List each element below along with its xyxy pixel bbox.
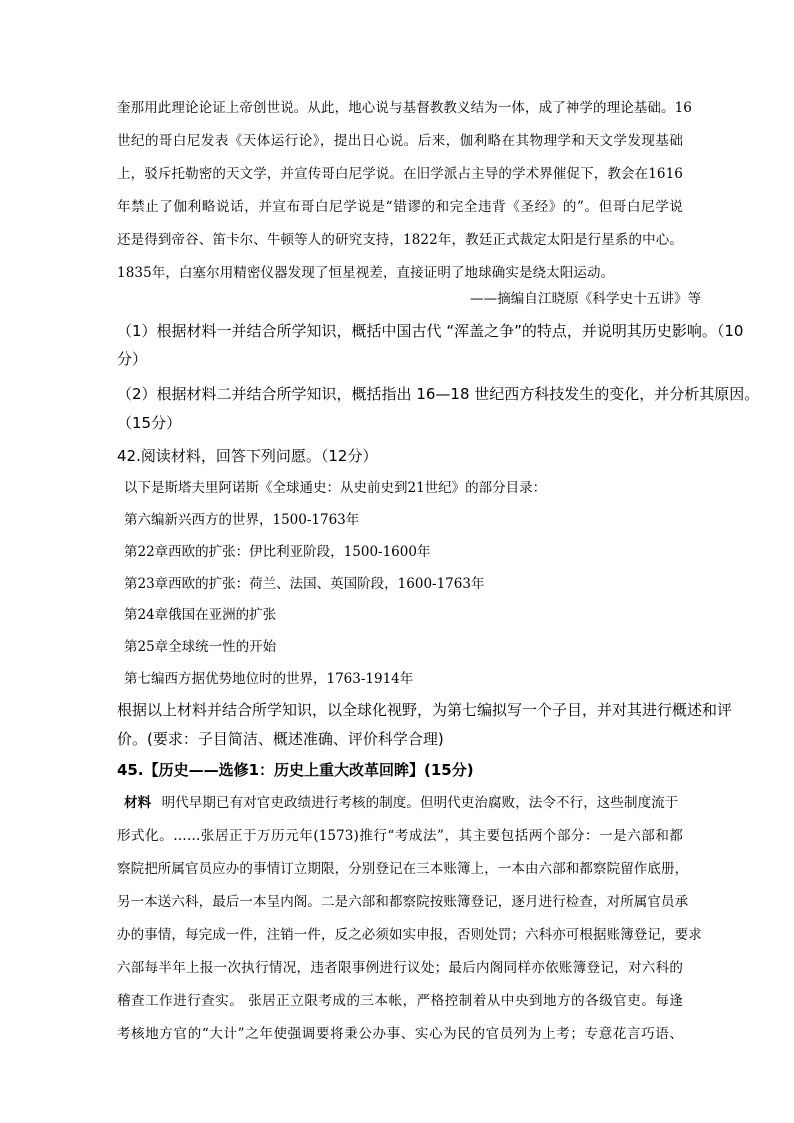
question-45-material-line: 考核地方官的“大计”之年使强调要将秉公办事、实心为民的官员列为上考；专意花言巧语、 <box>117 1026 683 1042</box>
material2-line: 上，驳斥托勒密的天文学，并宣传哥白尼学说。在旧学派占主导的学术界催促下，教会在1616 <box>117 166 683 182</box>
toc-item: 第25章全球统一性的开始 <box>124 639 277 655</box>
material2-source: ——摘编自江晓原《科学史十五讲》等 <box>470 291 702 307</box>
material2-line: 还是得到帝谷、笛卡尔、牛顿等人的研究支持，1822年，教廷正式裁定太阳是行星系的中心。 <box>117 232 683 248</box>
question-1-text: （1）根据材料一并结合所学知识，概括中国古代 “浑盖之争”的特点，并说明其历史影响。（10 <box>117 322 744 340</box>
material-text: 明代早期已有对官吏政绩进行考核的制度。但明代吏治腐败，法令不行，这些制度流于 <box>161 795 679 811</box>
toc-item: 第24章俄国在亚洲的扩张 <box>124 607 277 623</box>
material2-line: 世纪的哥白尼发表《天体运行论》，提出日心说。后来，伽利略在其物理学和天文学发现基础 <box>117 133 683 149</box>
material2-line: 年禁止了伽利略说话，并宣布哥白尼学说是“错谬的和完全违背《圣经》的”。但哥白尼学说 <box>117 199 683 215</box>
question-1-text: 分） <box>117 350 148 368</box>
toc-item: 第22章西欧的扩张：伊比利亚阶段，1500-1600年 <box>124 544 431 560</box>
question-45-title: 45.【历史——选修1：历史上重大改革回眸】(15分) <box>117 761 474 779</box>
question-45-material-line: 六部每半年上报一次执行情况，违者限事例进行议处；最后内阁同样亦依账簿登记，对六科的 <box>117 960 683 976</box>
question-45-material-line: 另一本送六科，最后一本呈内阁。二是六部和都察院按账簿登记，逐月进行检查，对所属官员承 <box>117 894 689 910</box>
question-45-material-line: 察院把所属官员应办的事情订立期限，分别登记在三本账簿上，一本由六部和都察院留作底册， <box>117 861 689 877</box>
question-42-title: 42.阅读材料，回答下列问愿。（12分） <box>117 447 378 465</box>
question-42-task: 价。(要求：子目简洁、概述准确、评价科学合理) <box>117 730 444 748</box>
toc-item: 第七编西方据优势地位时的世界，1763-1914年 <box>124 671 414 687</box>
material2-line: 奎那用此理论论证上帝创世说。从此，地心说与基督教教义结为一体，成了神学的理论基础。16 <box>117 100 692 116</box>
material-label: 材料 <box>124 795 152 811</box>
toc-item: 第六编新兴西方的世界，1500-1763年 <box>124 512 360 528</box>
question-42-task: 根据以上材料并结合所学知识，以全球化视野，为第七编拟写一个子目，并对其进行概述和评 <box>117 701 733 719</box>
question-45-material-line <box>124 792 683 814</box>
question-2-text: （15分） <box>117 414 182 432</box>
question-42-intro: 以下是斯塔夫里阿诺斯《全球通史：从史前史到21世纪》的部分目录： <box>124 480 547 496</box>
material2-line: 1835年，白塞尔用精密仪器发现了恒星视差，直接证明了地球确实是绕太阳运动。 <box>117 265 615 281</box>
question-45-material-line: 办的事情，每完成一件，注销一件，反之必须如实申报，否则处罚；六科亦可根据账簿登记，要求 <box>117 927 702 943</box>
question-2-text: （2）根据材料二并结合所学知识，概括指出 16—18 世纪西方科技发生的变化，并分析其原因。 <box>117 385 760 403</box>
toc-item: 第23章西欧的扩张：荷兰、法国、英国阶段，1600-1763年 <box>124 576 485 592</box>
question-45-material-line: 形式化。……张居正于万历元年(1573)推行“考成法”，其主要包括两个部分：一是六部和都 <box>117 828 683 844</box>
question-45-material-line: 稽查工作进行查实。 张居正立限考成的三本帐，严格控制着从中央到地方的各级官吏。每逢 <box>117 993 683 1009</box>
